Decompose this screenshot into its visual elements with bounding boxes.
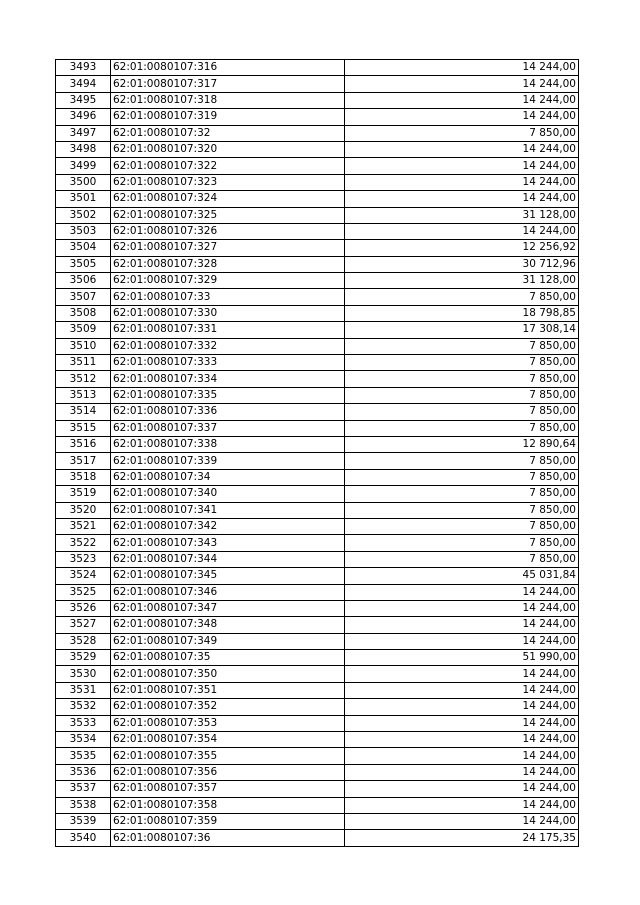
table-row xyxy=(56,453,579,469)
row-number-cell: 3526 xyxy=(56,600,111,616)
value-cell: 7 850,00 xyxy=(345,420,579,436)
table-row xyxy=(56,207,579,223)
value-cell: 7 850,00 xyxy=(345,453,579,469)
cadastral-number-cell: 62:01:0080107:322 xyxy=(111,158,345,174)
cadastral-number-cell: 62:01:0080107:351 xyxy=(111,682,345,698)
row-number-cell: 3505 xyxy=(56,256,111,272)
cadastral-number-cell: 62:01:0080107:348 xyxy=(111,617,345,633)
row-number-cell: 3525 xyxy=(56,584,111,600)
value-cell: 7 850,00 xyxy=(345,551,579,567)
value-cell: 7 850,00 xyxy=(345,355,579,371)
cadastral-number-cell: 62:01:0080107:349 xyxy=(111,633,345,649)
table-row xyxy=(56,76,579,92)
table-row xyxy=(56,256,579,272)
value-cell: 7 850,00 xyxy=(345,502,579,518)
row-number-cell: 3518 xyxy=(56,469,111,485)
cadastral-number-cell: 62:01:0080107:352 xyxy=(111,699,345,715)
table-row xyxy=(56,240,579,256)
row-number-cell: 3512 xyxy=(56,371,111,387)
value-cell: 14 244,00 xyxy=(345,109,579,125)
value-cell: 14 244,00 xyxy=(345,76,579,92)
value-cell: 14 244,00 xyxy=(345,617,579,633)
value-cell: 51 990,00 xyxy=(345,650,579,666)
row-number-cell: 3536 xyxy=(56,764,111,780)
value-cell: 14 244,00 xyxy=(345,223,579,239)
row-number-cell: 3531 xyxy=(56,682,111,698)
table-row xyxy=(56,223,579,239)
row-number-cell: 3533 xyxy=(56,715,111,731)
cadastral-number-cell: 62:01:0080107:336 xyxy=(111,404,345,420)
table-row xyxy=(56,125,579,141)
row-number-cell: 3493 xyxy=(56,60,111,76)
cadastral-number-cell: 62:01:0080107:345 xyxy=(111,568,345,584)
row-number-cell: 3520 xyxy=(56,502,111,518)
cadastral-number-cell: 62:01:0080107:329 xyxy=(111,273,345,289)
value-cell: 7 850,00 xyxy=(345,289,579,305)
value-cell: 14 244,00 xyxy=(345,781,579,797)
table-row xyxy=(56,781,579,797)
row-number-cell: 3514 xyxy=(56,404,111,420)
cadastral-number-cell: 62:01:0080107:330 xyxy=(111,305,345,321)
row-number-cell: 3495 xyxy=(56,92,111,108)
row-number-cell: 3521 xyxy=(56,518,111,534)
value-cell: 14 244,00 xyxy=(345,764,579,780)
value-cell: 14 244,00 xyxy=(345,60,579,76)
cadastral-number-cell: 62:01:0080107:36 xyxy=(111,830,345,846)
cadastral-number-cell: 62:01:0080107:354 xyxy=(111,732,345,748)
value-cell: 24 175,35 xyxy=(345,830,579,846)
table-row xyxy=(56,617,579,633)
table-row xyxy=(56,322,579,338)
cadastral-value-table xyxy=(55,59,579,847)
row-number-cell: 3508 xyxy=(56,305,111,321)
table-row xyxy=(56,633,579,649)
value-cell: 31 128,00 xyxy=(345,273,579,289)
row-number-cell: 3496 xyxy=(56,109,111,125)
row-number-cell: 3524 xyxy=(56,568,111,584)
value-cell: 14 244,00 xyxy=(345,191,579,207)
value-cell: 14 244,00 xyxy=(345,174,579,190)
cadastral-number-cell: 62:01:0080107:335 xyxy=(111,387,345,403)
value-cell: 12 890,64 xyxy=(345,436,579,452)
value-cell: 18 798,85 xyxy=(345,305,579,321)
value-cell: 14 244,00 xyxy=(345,158,579,174)
value-cell: 45 031,84 xyxy=(345,568,579,584)
cadastral-number-cell: 62:01:0080107:357 xyxy=(111,781,345,797)
row-number-cell: 3538 xyxy=(56,797,111,813)
value-cell: 7 850,00 xyxy=(345,125,579,141)
cadastral-number-cell: 62:01:0080107:32 xyxy=(111,125,345,141)
row-number-cell: 3498 xyxy=(56,141,111,157)
row-number-cell: 3539 xyxy=(56,813,111,829)
row-number-cell: 3516 xyxy=(56,436,111,452)
cadastral-number-cell: 62:01:0080107:353 xyxy=(111,715,345,731)
value-cell: 14 244,00 xyxy=(345,797,579,813)
value-cell: 17 308,14 xyxy=(345,322,579,338)
row-number-cell: 3537 xyxy=(56,781,111,797)
cadastral-number-cell: 62:01:0080107:334 xyxy=(111,371,345,387)
table-row xyxy=(56,371,579,387)
table-row xyxy=(56,92,579,108)
row-number-cell: 3522 xyxy=(56,535,111,551)
row-number-cell: 3509 xyxy=(56,322,111,338)
row-number-cell: 3515 xyxy=(56,420,111,436)
table-row xyxy=(56,502,579,518)
table-row xyxy=(56,666,579,682)
cadastral-number-cell: 62:01:0080107:332 xyxy=(111,338,345,354)
table-row xyxy=(56,174,579,190)
cadastral-number-cell: 62:01:0080107:320 xyxy=(111,141,345,157)
row-number-cell: 3528 xyxy=(56,633,111,649)
table-row xyxy=(56,141,579,157)
table-row xyxy=(56,355,579,371)
table-row xyxy=(56,650,579,666)
table-row xyxy=(56,518,579,534)
row-number-cell: 3497 xyxy=(56,125,111,141)
row-number-cell: 3510 xyxy=(56,338,111,354)
row-number-cell: 3494 xyxy=(56,76,111,92)
row-number-cell: 3504 xyxy=(56,240,111,256)
row-number-cell: 3517 xyxy=(56,453,111,469)
table-row xyxy=(56,830,579,846)
table-row xyxy=(56,486,579,502)
row-number-cell: 3511 xyxy=(56,355,111,371)
value-cell: 7 850,00 xyxy=(345,404,579,420)
table-row xyxy=(56,715,579,731)
cadastral-number-cell: 62:01:0080107:343 xyxy=(111,535,345,551)
row-number-cell: 3534 xyxy=(56,732,111,748)
table-row xyxy=(56,797,579,813)
row-number-cell: 3530 xyxy=(56,666,111,682)
row-number-cell: 3506 xyxy=(56,273,111,289)
cadastral-number-cell: 62:01:0080107:323 xyxy=(111,174,345,190)
value-cell: 14 244,00 xyxy=(345,600,579,616)
value-cell: 7 850,00 xyxy=(345,518,579,534)
value-cell: 14 244,00 xyxy=(345,141,579,157)
cadastral-number-cell: 62:01:0080107:327 xyxy=(111,240,345,256)
value-cell: 12 256,92 xyxy=(345,240,579,256)
value-cell: 7 850,00 xyxy=(345,535,579,551)
table-row xyxy=(56,420,579,436)
cadastral-number-cell: 62:01:0080107:337 xyxy=(111,420,345,436)
value-cell: 14 244,00 xyxy=(345,584,579,600)
cadastral-number-cell: 62:01:0080107:346 xyxy=(111,584,345,600)
cadastral-number-cell: 62:01:0080107:340 xyxy=(111,486,345,502)
cadastral-number-cell: 62:01:0080107:34 xyxy=(111,469,345,485)
cadastral-number-cell: 62:01:0080107:342 xyxy=(111,518,345,534)
value-cell: 7 850,00 xyxy=(345,469,579,485)
value-cell: 14 244,00 xyxy=(345,666,579,682)
cadastral-number-cell: 62:01:0080107:318 xyxy=(111,92,345,108)
row-number-cell: 3513 xyxy=(56,387,111,403)
cadastral-number-cell: 62:01:0080107:359 xyxy=(111,813,345,829)
value-cell: 7 850,00 xyxy=(345,486,579,502)
cadastral-number-cell: 62:01:0080107:326 xyxy=(111,223,345,239)
table-row xyxy=(56,568,579,584)
table-row xyxy=(56,338,579,354)
cadastral-number-cell: 62:01:0080107:324 xyxy=(111,191,345,207)
table-row xyxy=(56,289,579,305)
row-number-cell: 3507 xyxy=(56,289,111,305)
value-cell: 7 850,00 xyxy=(345,387,579,403)
table-row xyxy=(56,682,579,698)
row-number-cell: 3499 xyxy=(56,158,111,174)
cadastral-number-cell: 62:01:0080107:358 xyxy=(111,797,345,813)
table-row xyxy=(56,535,579,551)
cadastral-number-cell: 62:01:0080107:356 xyxy=(111,764,345,780)
row-number-cell: 3501 xyxy=(56,191,111,207)
cadastral-number-cell: 62:01:0080107:333 xyxy=(111,355,345,371)
table-row xyxy=(56,551,579,567)
value-cell: 14 244,00 xyxy=(345,732,579,748)
table-row xyxy=(56,305,579,321)
table-row xyxy=(56,404,579,420)
value-cell: 14 244,00 xyxy=(345,699,579,715)
cadastral-number-cell: 62:01:0080107:338 xyxy=(111,436,345,452)
table-row xyxy=(56,158,579,174)
cadastral-number-cell: 62:01:0080107:331 xyxy=(111,322,345,338)
table-row xyxy=(56,764,579,780)
cadastral-number-cell: 62:01:0080107:347 xyxy=(111,600,345,616)
value-cell: 14 244,00 xyxy=(345,715,579,731)
table-row xyxy=(56,436,579,452)
cadastral-number-cell: 62:01:0080107:33 xyxy=(111,289,345,305)
row-number-cell: 3540 xyxy=(56,830,111,846)
cadastral-number-cell: 62:01:0080107:339 xyxy=(111,453,345,469)
value-cell: 7 850,00 xyxy=(345,338,579,354)
table-row xyxy=(56,600,579,616)
value-cell: 14 244,00 xyxy=(345,92,579,108)
cadastral-number-cell: 62:01:0080107:341 xyxy=(111,502,345,518)
value-cell: 31 128,00 xyxy=(345,207,579,223)
table-row xyxy=(56,699,579,715)
value-cell: 14 244,00 xyxy=(345,682,579,698)
cadastral-number-cell: 62:01:0080107:317 xyxy=(111,76,345,92)
cadastral-number-cell: 62:01:0080107:319 xyxy=(111,109,345,125)
table-row xyxy=(56,732,579,748)
row-number-cell: 3500 xyxy=(56,174,111,190)
row-number-cell: 3529 xyxy=(56,650,111,666)
value-cell: 14 244,00 xyxy=(345,813,579,829)
cadastral-number-cell: 62:01:0080107:350 xyxy=(111,666,345,682)
value-cell: 30 712,96 xyxy=(345,256,579,272)
table-row xyxy=(56,813,579,829)
row-number-cell: 3527 xyxy=(56,617,111,633)
cadastral-number-cell: 62:01:0080107:35 xyxy=(111,650,345,666)
table-row xyxy=(56,387,579,403)
value-cell: 14 244,00 xyxy=(345,748,579,764)
table-row xyxy=(56,469,579,485)
value-cell: 14 244,00 xyxy=(345,633,579,649)
table-row xyxy=(56,273,579,289)
table-row xyxy=(56,109,579,125)
table-row xyxy=(56,584,579,600)
row-number-cell: 3503 xyxy=(56,223,111,239)
table-body xyxy=(56,60,579,847)
row-number-cell: 3519 xyxy=(56,486,111,502)
row-number-cell: 3502 xyxy=(56,207,111,223)
value-cell: 7 850,00 xyxy=(345,371,579,387)
table-row xyxy=(56,748,579,764)
cadastral-number-cell: 62:01:0080107:325 xyxy=(111,207,345,223)
row-number-cell: 3523 xyxy=(56,551,111,567)
row-number-cell: 3535 xyxy=(56,748,111,764)
cadastral-number-cell: 62:01:0080107:316 xyxy=(111,60,345,76)
row-number-cell: 3532 xyxy=(56,699,111,715)
cadastral-number-cell: 62:01:0080107:344 xyxy=(111,551,345,567)
table-row xyxy=(56,191,579,207)
cadastral-number-cell: 62:01:0080107:355 xyxy=(111,748,345,764)
cadastral-number-cell: 62:01:0080107:328 xyxy=(111,256,345,272)
table-row xyxy=(56,60,579,76)
